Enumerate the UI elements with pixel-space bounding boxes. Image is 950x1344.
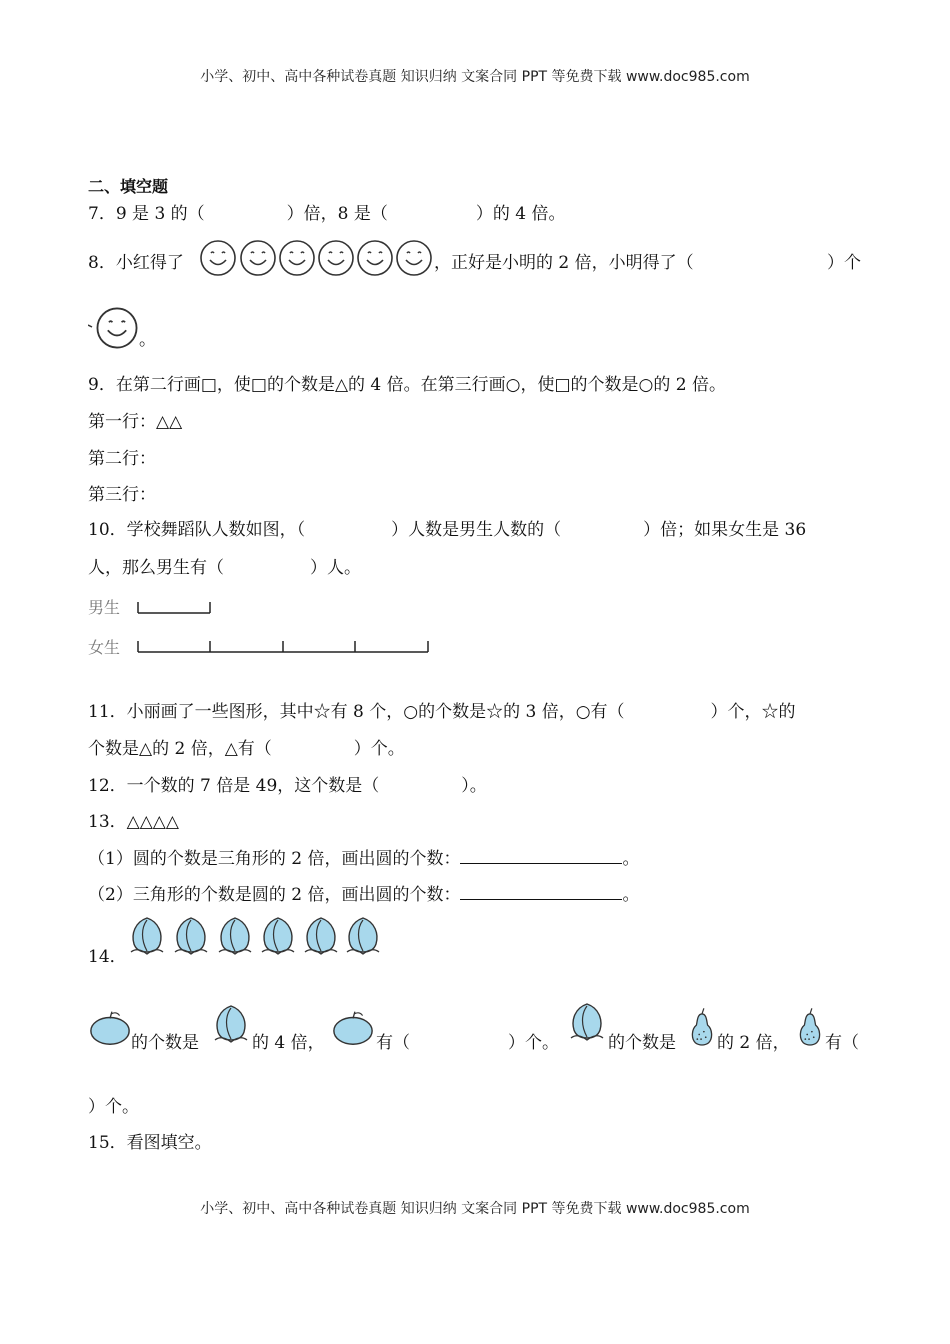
q9-row-1 bbox=[88, 407, 182, 432]
q13-s1-end: 。 bbox=[622, 849, 640, 869]
question-12 bbox=[88, 771, 487, 796]
section-title: 二、填空题 bbox=[88, 177, 169, 196]
q13-title: 13．△△△△ bbox=[88, 812, 179, 832]
q8-text-1: 8．小红得了 bbox=[88, 253, 184, 273]
smiley-icon bbox=[355, 238, 395, 278]
q9-row1-label: 第一行： bbox=[88, 412, 156, 432]
smiley-icon bbox=[88, 305, 138, 351]
q12-text-1: 12．一个数的 7 倍是 49，这个数是（ bbox=[88, 776, 380, 796]
boys-segment-bar bbox=[136, 598, 216, 616]
q11-text-2: ）个，☆的 bbox=[710, 702, 796, 722]
page-header: 小学、初中、高中各种试卷真题 知识归纳 文案合同 PPT 等免费下载 www.doc985.com bbox=[200, 69, 750, 85]
pear-icon bbox=[796, 1006, 824, 1048]
girls-segment-bar bbox=[136, 637, 436, 655]
smiley-icon bbox=[238, 238, 278, 278]
q10-text-3: ）倍；如果女生是 36 bbox=[643, 520, 807, 540]
q13-s2-end: 。 bbox=[622, 885, 640, 905]
peach-icon bbox=[567, 1000, 607, 1044]
q9-row2-label: 第二行： bbox=[88, 449, 156, 469]
q13-s1-text: （1）圆的个数是三角形的 2 倍，画出圆的个数： bbox=[88, 849, 461, 869]
q7-text-1: 7．9 是 3 的（ bbox=[88, 204, 205, 224]
peach-icon bbox=[215, 914, 255, 958]
peach-icon bbox=[171, 914, 211, 958]
question-7 bbox=[88, 199, 566, 224]
q9-row1-value: △△ bbox=[156, 412, 183, 432]
q13-s2-text: （2）三角形的个数是圆的 2 倍，画出圆的个数： bbox=[88, 885, 461, 905]
q13-sub-1 bbox=[88, 844, 639, 869]
q9-text: 9．在第二行画□，使□的个数是△的 4 倍。在第三行画○，使□的个数是○的 2 倍。 bbox=[88, 375, 726, 395]
smiley-icon bbox=[198, 238, 238, 278]
q14-text-6: 的 2 倍， bbox=[717, 1033, 790, 1053]
q7-text-2: ）倍，8 是（ bbox=[286, 204, 388, 224]
q10-text-4: 人，那么男生有（ bbox=[88, 558, 224, 578]
q10-line-2 bbox=[88, 553, 361, 578]
peach-icon bbox=[343, 914, 383, 958]
q7-text-3: ）的 4 倍。 bbox=[475, 204, 566, 224]
q11-line-1 bbox=[88, 697, 796, 722]
q14-text-7: 有（ bbox=[825, 1033, 859, 1053]
pear-icon bbox=[688, 1006, 716, 1048]
q14-num: 14． bbox=[88, 947, 127, 967]
girls-label: 女生 bbox=[88, 638, 121, 657]
q11-text-1: 11．小丽画了一些图形，其中☆有 8 个，○的个数是☆的 3 倍，○有（ bbox=[88, 702, 625, 722]
smiley-icon bbox=[394, 238, 434, 278]
smiley-icon bbox=[277, 238, 317, 278]
q13-answer-line-1[interactable] bbox=[460, 849, 622, 864]
peach-icon bbox=[258, 914, 298, 958]
boys-label: 男生 bbox=[88, 598, 121, 617]
q9-row3-label: 第三行： bbox=[88, 485, 156, 505]
peach-icon bbox=[301, 914, 341, 958]
q14-text-4: ）个。 bbox=[508, 1033, 559, 1053]
q8-text-4: 。 bbox=[139, 330, 156, 350]
q8-text-3: ）个 bbox=[827, 253, 861, 273]
q10-text-5: ）人。 bbox=[310, 558, 361, 578]
q8-text-2: ，正好是小明的 2 倍，小明得了（ bbox=[434, 253, 694, 273]
smiley-icon bbox=[316, 238, 356, 278]
q11-text-4: ）个。 bbox=[353, 739, 405, 759]
q14-text-3: 有（ bbox=[376, 1033, 410, 1053]
q14-text-5: 的个数是 bbox=[608, 1033, 676, 1053]
q15-text: 15．看图填空。 bbox=[88, 1133, 212, 1153]
apple-icon bbox=[331, 1008, 375, 1048]
q12-text-2: ）。 bbox=[461, 776, 487, 796]
q14-text-8: ）个。 bbox=[88, 1097, 139, 1117]
q14-text-1: 的个数是 bbox=[131, 1033, 199, 1053]
q13-answer-line-2[interactable] bbox=[460, 885, 622, 900]
peach-icon bbox=[211, 1002, 251, 1046]
peach-icon bbox=[127, 914, 167, 958]
q11-line-2 bbox=[88, 734, 405, 759]
q14-text-2: 的 4 倍， bbox=[252, 1033, 325, 1053]
q13-sub-2 bbox=[88, 880, 639, 905]
q10-text-1: 10．学校舞蹈队人数如图，（ bbox=[88, 520, 306, 540]
q10-text-2: ）人数是男生人数的（ bbox=[391, 520, 562, 540]
apple-icon bbox=[88, 1008, 132, 1048]
q10-line-1 bbox=[88, 515, 806, 540]
q11-text-3: 个数是△的 2 倍，△有（ bbox=[88, 739, 272, 759]
page-footer: 小学、初中、高中各种试卷真题 知识归纳 文案合同 PPT 等免费下载 www.doc985.com bbox=[200, 1201, 750, 1217]
